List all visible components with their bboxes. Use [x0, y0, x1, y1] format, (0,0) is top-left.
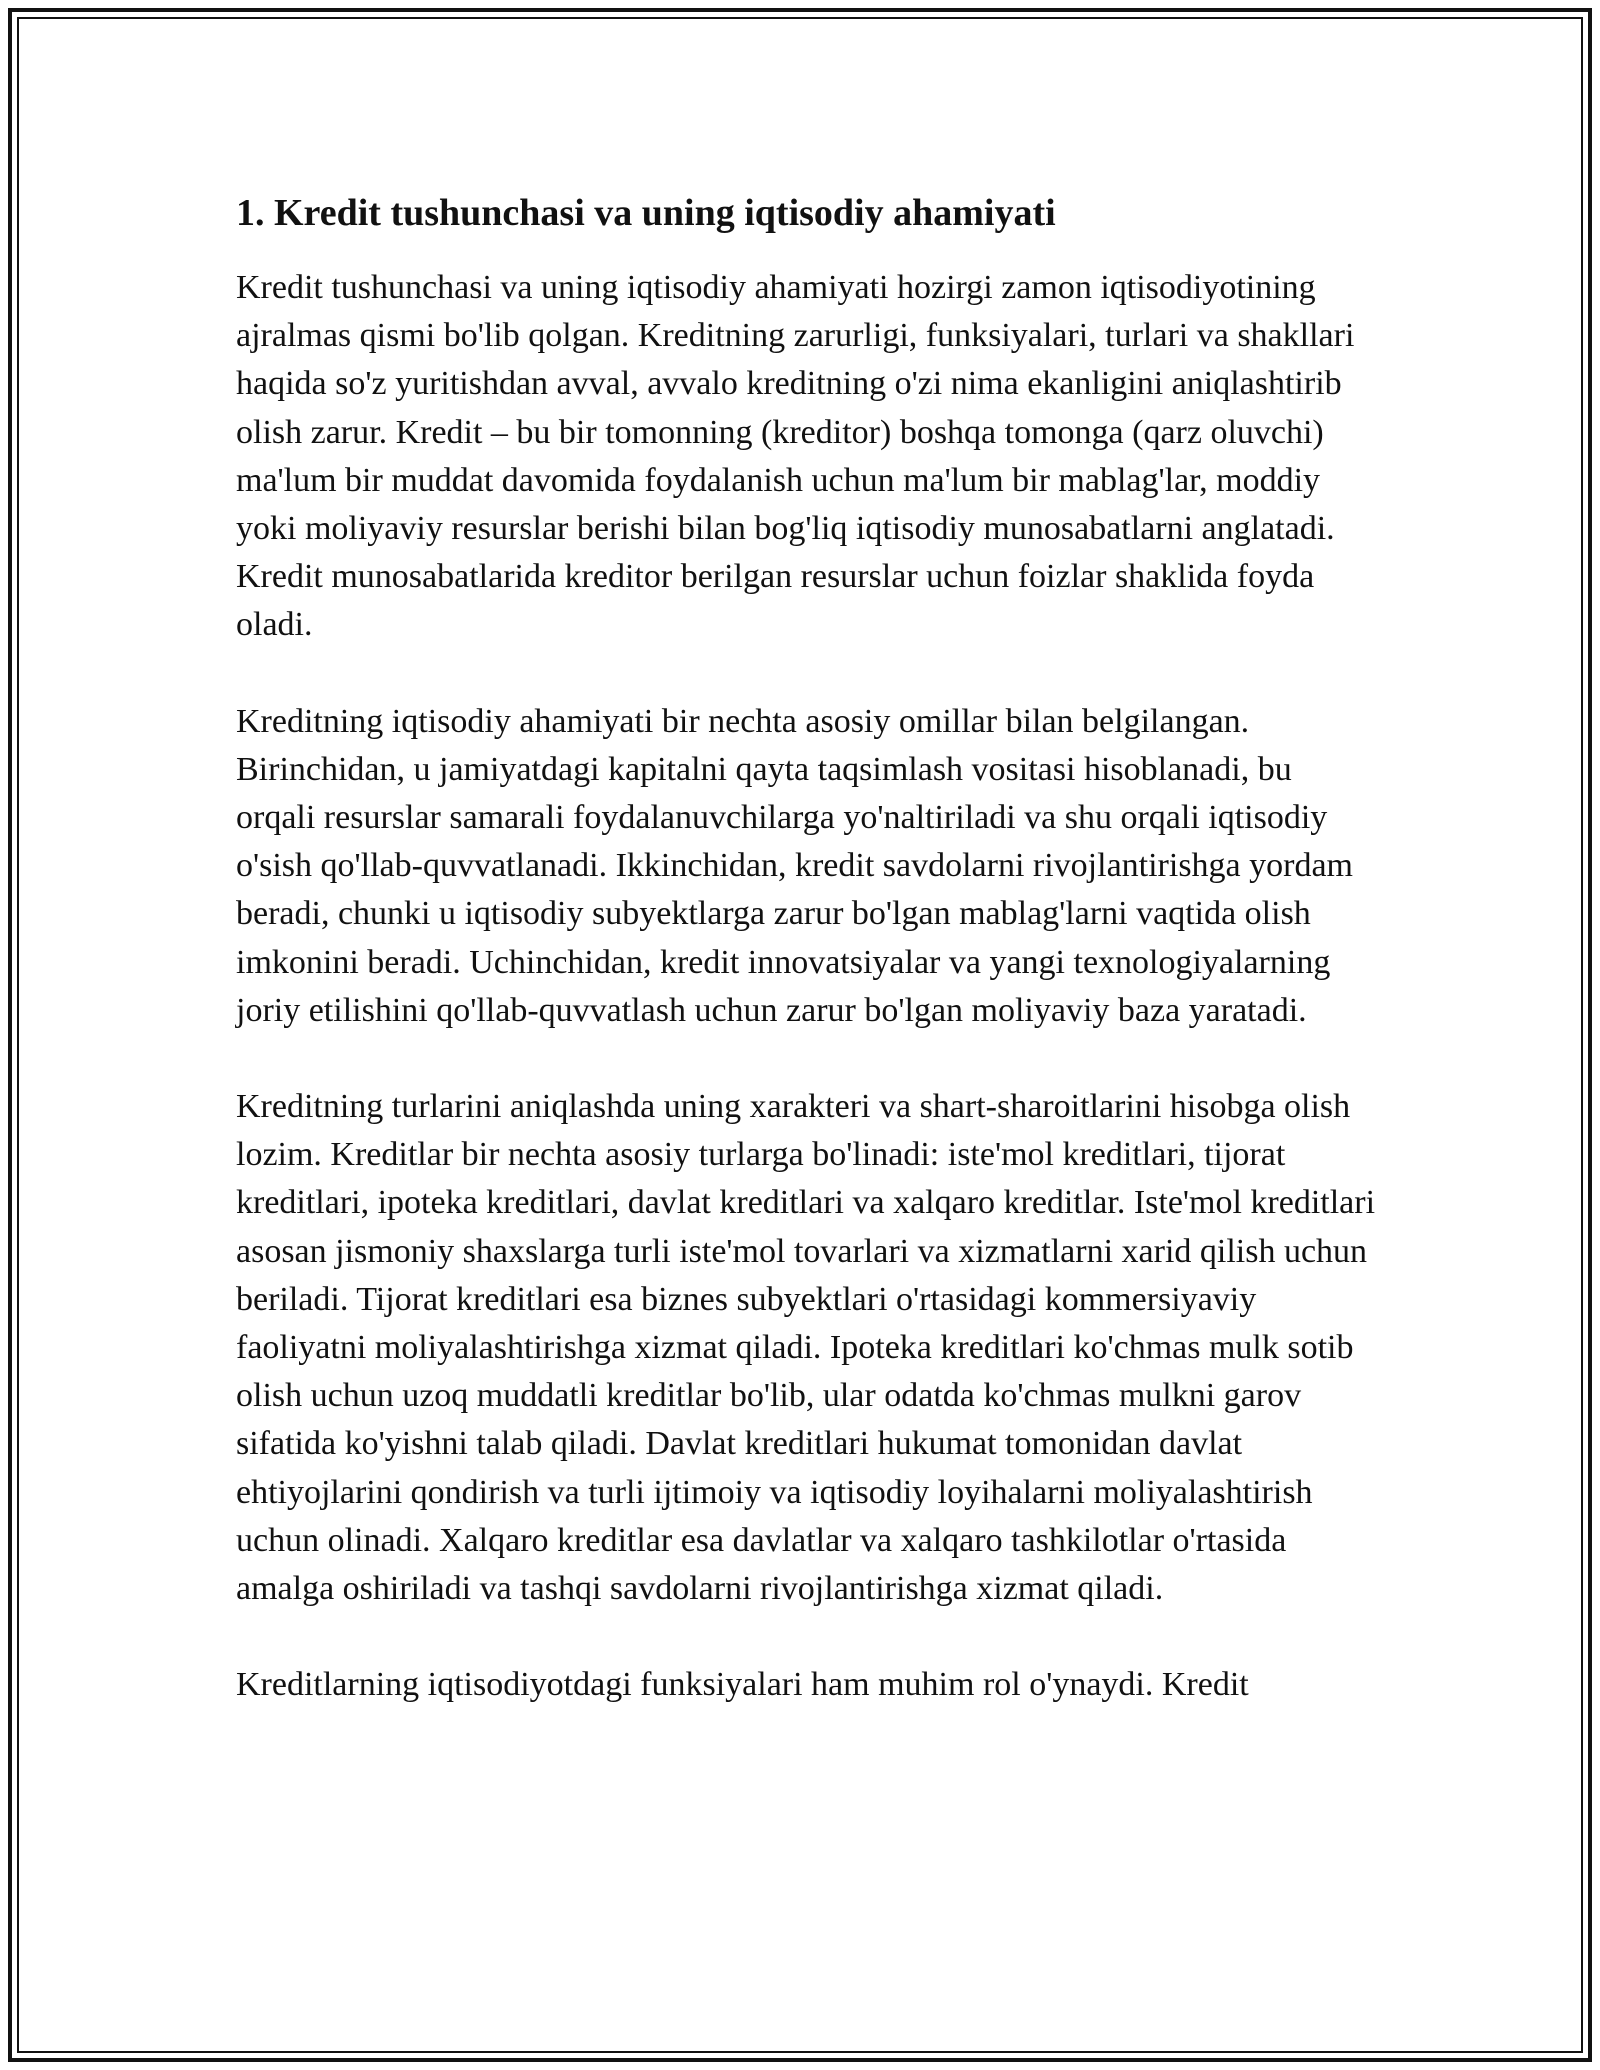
paragraph-credit-types: Kreditning turlarini aniqlashda uning xarakteri va shart-sharoitlarini hisobga olish lozim. Kreditlar bir nechta asosiy turlarga bo'linadi: iste'mol kreditlari, tijorat kreditlari, ipoteka kreditlari, davlat kreditlari va xalqaro kreditlar. Iste'mol kreditlari asosan jismoniy shaxslarga turli iste'mol tovarlari va xizmatlarni xarid qilish uchun beriladi. Tijorat kreditlari esa biznes subyektlari o'rtasidagi kommersiyaviy faoliyatni moliyalashtirishga xizmat qiladi. Ipoteka kreditlari ko'chmas mulk sotib olish uchun uzoq muddatli kreditlar bo'lib, ular odatda ko'chmas mulkni garov sifatida ko'yishni talab qiladi. Davlat kreditlari hukumat tomonidan davlat ehtiyojlarini qondirish va turli ijtimoiy va iqtisodiy loyihalarni moliyalashtirish uchun olinadi. Xalqaro kreditlar esa davlatlar va xalqaro tashkilotlar o'rtasida amalga oshiriladi va tashqi savdolarni rivojlantirishga xizmat qiladi.: [236, 1088, 1376, 1608]
section-heading: 1. Kredit tushunchasi va uning iqtisodiy ahamiyati: [236, 192, 1056, 234]
document-body: [236, 186, 1376, 1757]
paragraph-credit-functions: Kreditlarning iqtisodiyotdagi funksiyalari ham muhim rol o'ynaydi. Kredit: [236, 1666, 1249, 1704]
paragraph-definition: Kredit tushunchasi va uning iqtisodiy ahamiyati hozirgi zamon iqtisodiyotining ajralmas qismi bo'lib qolgan. Kreditning zarurligi, funksiyalari, turlari va shakllari haqida so'z yuritishdan avval, avvalo kreditning o'zi nima ekanligini aniqlashtirib olish zarur. Kredit – bu bir tomonning (kreditor) boshqa tomonga (qarz oluvchi) ma'lum bir muddat davomida foydalanish uchun ma'lum bir mablag'lar, moddiy yoki moliyaviy resurslar berishi bilan bog'liq iqtisodiy munosabatlarni anglatadi. Kredit munosabatlarida kreditor berilgan resurslar uchun foizlar shaklida foyda oladi.: [236, 269, 1355, 644]
paragraph-economic-importance: Kreditning iqtisodiy ahamiyati bir nechta asosiy omillar bilan belgilangan. Birinchidan, u jamiyatdagi kapitalni qayta taqsimlash vositasi hisoblanadi, bu orqali resurslar samarali foydalanuvchilarga yo'naltiriladi va shu orqali iqtisodiy o'sish qo'llab-quvvatlanadi. Ikkinchidan, kredit savdolarni rivojlantirishga yordam beradi, chunki u iqtisodiy subyektlarga zarur bo'lgan mablag'larni vaqtida olish imkonini beradi. Uchinchidan, kredit innovatsiyalar va yangi texnologiyalarning joriy etilishini qo'llab-quvvatlash uchun zarur bo'lgan moliyaviy baza yaratadi.: [236, 702, 1354, 1029]
